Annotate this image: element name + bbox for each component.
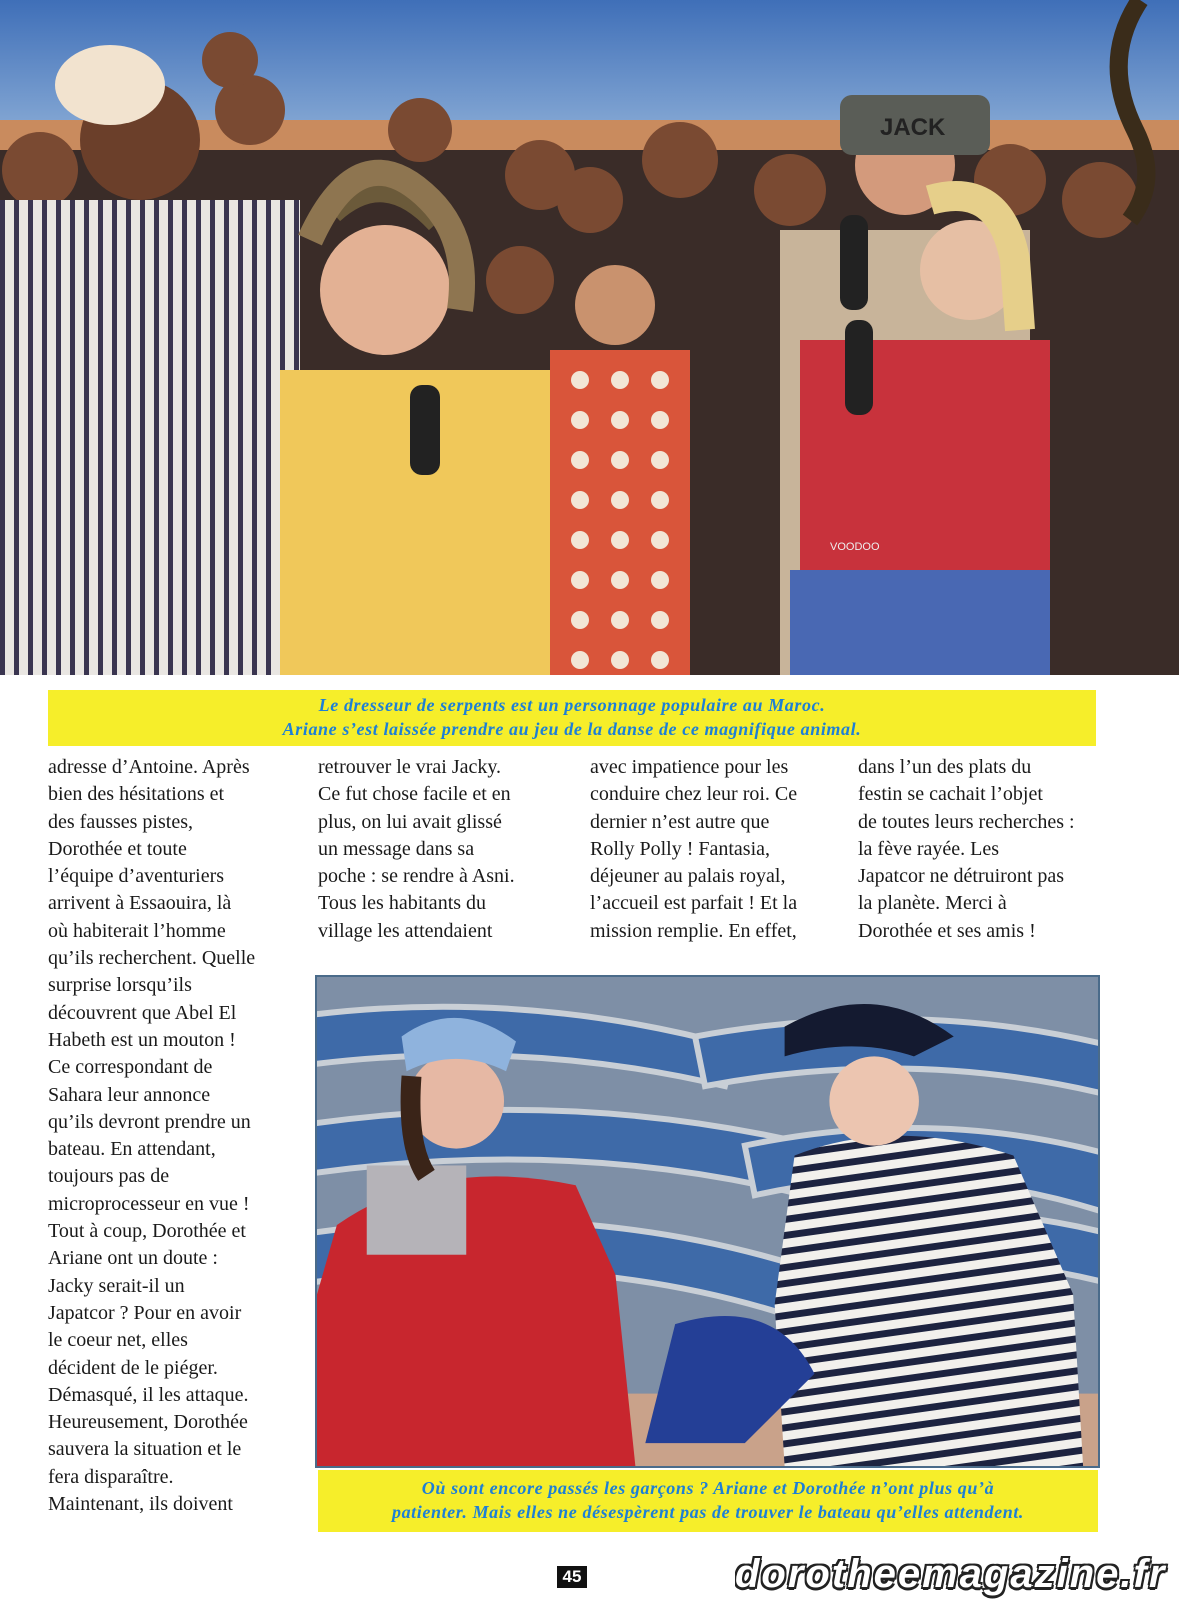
harbor-photo-icon — [317, 977, 1098, 1466]
text-line: l’accueil est parfait ! Et la — [590, 892, 798, 915]
text-line: Dorothée et toute — [48, 837, 187, 860]
text-line: adresse d’Antoine. Après — [48, 756, 250, 778]
text-line: festin se cachait l’objet — [858, 783, 1043, 806]
text-line: fera disparaître. — [48, 1465, 174, 1488]
text-line: où habiterait l’homme — [48, 919, 226, 942]
text-line: découvrent que Abel El — [48, 1001, 237, 1024]
text-line: conduire chez leur roi. Ce — [590, 783, 798, 806]
text-line: plus, on lui avait glissé — [318, 810, 502, 833]
text-line: Japatcor ne détruiront pas — [858, 865, 1065, 888]
article-column-1 — [48, 754, 293, 1518]
page-number: 45 — [557, 1566, 587, 1588]
text-line: Heureusement, Dorothée — [48, 1411, 248, 1434]
text-line: un message dans sa — [318, 837, 475, 860]
text-line: microprocesseur en vue ! — [48, 1192, 250, 1215]
article-column-3 — [590, 754, 835, 945]
text-line: qu’ils recherchent. Quelle — [48, 947, 256, 970]
text-line: le coeur net, elles — [48, 1329, 188, 1352]
text-line: l’équipe d’aventuriers — [48, 865, 225, 888]
text-line: bateau. En attendant, — [48, 1138, 216, 1161]
crowd-photo — [0, 0, 1179, 675]
text-line: Dorothée et ses amis ! — [858, 919, 1036, 942]
text-line: arrivent à Essaouira, là — [48, 892, 232, 915]
text-line: Japatcor ? Pour en avoir — [48, 1301, 242, 1324]
text-line: Jacky serait-il un — [48, 1274, 185, 1297]
text-line: toujours pas de — [48, 1165, 170, 1188]
harbor-photo — [315, 975, 1100, 1468]
shirt-text: VOODOO — [830, 541, 880, 553]
article-column-2 — [318, 754, 563, 945]
text-line: mission remplie. En effet, — [590, 919, 797, 942]
text-line: avec impatience pour les — [590, 756, 789, 778]
text-line: dernier n’est autre que — [590, 810, 770, 833]
text-line: Sahara leur annonce — [48, 1083, 211, 1106]
text-line: Habeth est un mouton ! — [48, 1028, 236, 1051]
caption-top-line: Le dresseur de serpents est un personnage populaire au Maroc. — [318, 695, 826, 715]
text-line: Tous les habitants du — [318, 892, 487, 915]
text-line: village les attendaient — [318, 919, 493, 942]
text-line: déjeuner au palais royal, — [590, 865, 786, 888]
caption-top — [48, 690, 1096, 746]
text-line: poche : se rendre à Asni. — [318, 865, 515, 888]
cap-text: JACK — [880, 114, 946, 141]
text-line: Tout à coup, Dorothée et — [48, 1220, 246, 1243]
text-line: Ariane ont un doute : — [48, 1247, 218, 1270]
caption-bottom-line: patienter. Mais elles ne désespèrent pas de trouver le bateau qu’elles attendent. — [391, 1502, 1025, 1522]
text-line: dans l’un des plats du — [858, 756, 1032, 778]
text-line: Ce correspondant de — [48, 1056, 213, 1079]
caption-top-line: Ariane s’est laissée prendre au jeu de la danse de ce magnifique animal. — [282, 719, 862, 739]
watermark: dorotheemagazine.fr — [735, 1552, 1167, 1596]
text-line: Ce fut chose facile et en — [318, 783, 511, 806]
caption-bottom — [318, 1470, 1098, 1532]
text-line: Maintenant, ils doivent — [48, 1493, 233, 1516]
text-line: des fausses pistes, — [48, 810, 193, 833]
text-line: retrouver le vrai Jacky. — [318, 756, 502, 778]
text-line: Rolly Polly ! Fantasia, — [590, 837, 770, 860]
text-line: qu’ils devront prendre un — [48, 1110, 251, 1133]
text-line: sauvera la situation et le — [48, 1438, 242, 1461]
text-line: décident de le piéger. — [48, 1356, 218, 1379]
crowd-photo-icon — [0, 0, 1179, 675]
text-line: surprise lorsqu’ils — [48, 974, 192, 997]
text-line: bien des hésitations et — [48, 783, 225, 806]
text-line: Démasqué, il les attaque. — [48, 1383, 249, 1406]
caption-bottom-line: Où sont encore passés les garçons ? Ariane et Dorothée n’ont plus qu’à — [421, 1478, 995, 1498]
text-line: la planète. Merci à — [858, 892, 1007, 915]
text-line: de toutes leurs recherches : — [858, 810, 1075, 833]
text-line: la fève rayée. Les — [858, 837, 1000, 860]
article-column-4 — [858, 754, 1103, 945]
